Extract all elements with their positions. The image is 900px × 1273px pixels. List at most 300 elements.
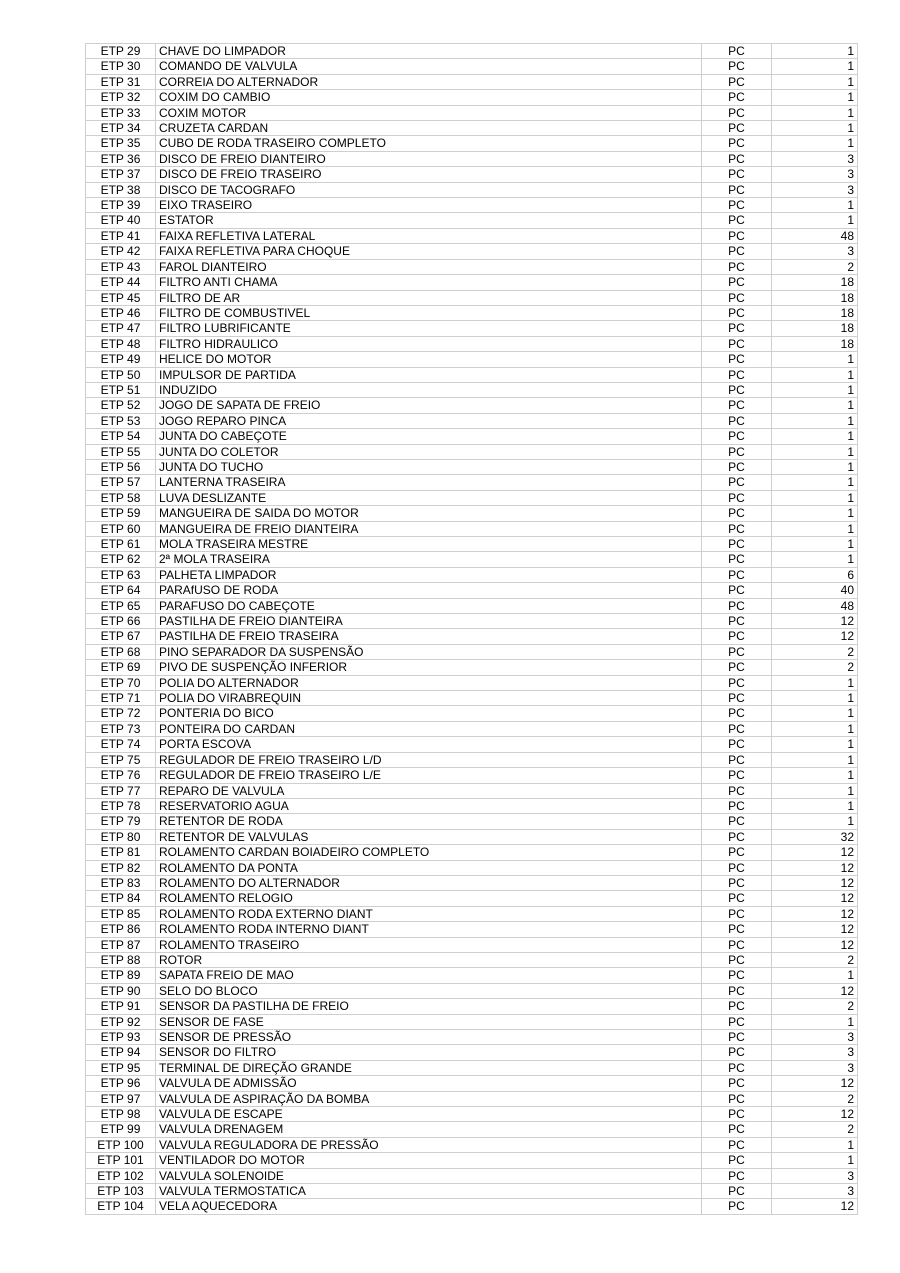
table-row	[86, 798, 858, 813]
item-description-cell: ROTOR	[156, 952, 702, 967]
item-code-cell: ETP 98	[86, 1107, 156, 1122]
item-description-cell: ESTATOR	[156, 213, 702, 228]
table-row	[86, 151, 858, 166]
item-description-cell: PORTA ESCOVA	[156, 737, 702, 752]
item-quantity-cell: 1	[772, 444, 858, 459]
item-code-cell: ETP 87	[86, 937, 156, 952]
item-unit-cell: PC	[702, 167, 772, 182]
item-code-cell: ETP 96	[86, 1076, 156, 1091]
item-description-cell: HELICE DO MOTOR	[156, 352, 702, 367]
item-unit-cell: PC	[702, 829, 772, 844]
item-description-cell: ROLAMENTO RODA EXTERNO DIANT	[156, 906, 702, 921]
item-description-cell: REPARO DE VALVULA	[156, 783, 702, 798]
table-row	[86, 768, 858, 783]
table-row	[86, 567, 858, 582]
item-code-cell: ETP 67	[86, 629, 156, 644]
item-description-cell: TERMINAL DE DIREÇÃO GRANDE	[156, 1060, 702, 1075]
item-quantity-cell: 2	[772, 999, 858, 1014]
table-row	[86, 459, 858, 474]
item-quantity-cell: 1	[772, 382, 858, 397]
item-unit-cell: PC	[702, 983, 772, 998]
item-unit-cell: PC	[702, 999, 772, 1014]
item-code-cell: ETP 88	[86, 952, 156, 967]
item-unit-cell: PC	[702, 1091, 772, 1106]
item-quantity-cell: 1	[772, 798, 858, 813]
item-code-cell: ETP 84	[86, 891, 156, 906]
item-code-cell: ETP 79	[86, 814, 156, 829]
item-code-cell: ETP 32	[86, 90, 156, 105]
item-code-cell: ETP 71	[86, 691, 156, 706]
item-code-cell: ETP 37	[86, 167, 156, 182]
item-description-cell: POLIA DO ALTERNADOR	[156, 675, 702, 690]
table-row	[86, 1107, 858, 1122]
item-unit-cell: PC	[702, 429, 772, 444]
item-description-cell: RETENTOR DE VALVULAS	[156, 829, 702, 844]
item-quantity-cell: 2	[772, 259, 858, 274]
item-quantity-cell: 18	[772, 336, 858, 351]
item-description-cell: CHAVE DO LIMPADOR	[156, 44, 702, 59]
item-description-cell: LANTERNA TRASEIRA	[156, 475, 702, 490]
item-unit-cell: PC	[702, 1076, 772, 1091]
item-description-cell: FAIXA REFLETIVA PARA CHOQUE	[156, 244, 702, 259]
item-unit-cell: PC	[702, 706, 772, 721]
item-code-cell: ETP 76	[86, 768, 156, 783]
table-row	[86, 752, 858, 767]
item-quantity-cell: 32	[772, 829, 858, 844]
item-code-cell: ETP 48	[86, 336, 156, 351]
item-code-cell: ETP 99	[86, 1122, 156, 1137]
item-quantity-cell: 1	[772, 814, 858, 829]
item-description-cell: MANGUEIRA DE FREIO DIANTEIRA	[156, 521, 702, 536]
item-code-cell: ETP 51	[86, 382, 156, 397]
item-code-cell: ETP 45	[86, 290, 156, 305]
table-row	[86, 44, 858, 59]
item-unit-cell: PC	[702, 583, 772, 598]
item-code-cell: ETP 95	[86, 1060, 156, 1075]
item-unit-cell: PC	[702, 59, 772, 74]
item-unit-cell: PC	[702, 968, 772, 983]
item-code-cell: ETP 43	[86, 259, 156, 274]
item-unit-cell: PC	[702, 413, 772, 428]
table-row	[86, 275, 858, 290]
table-row	[86, 244, 858, 259]
item-code-cell: ETP 31	[86, 74, 156, 89]
table-row	[86, 1184, 858, 1199]
item-description-cell: MOLA TRASEIRA MESTRE	[156, 537, 702, 552]
item-code-cell: ETP 57	[86, 475, 156, 490]
item-unit-cell: PC	[702, 506, 772, 521]
item-quantity-cell: 12	[772, 891, 858, 906]
item-quantity-cell: 2	[772, 644, 858, 659]
item-description-cell: ROLAMENTO RELOGIO	[156, 891, 702, 906]
item-unit-cell: PC	[702, 305, 772, 320]
item-quantity-cell: 12	[772, 860, 858, 875]
item-code-cell: ETP 80	[86, 829, 156, 844]
item-quantity-cell: 1	[772, 552, 858, 567]
item-quantity-cell: 18	[772, 321, 858, 336]
table-row	[86, 537, 858, 552]
table-row	[86, 198, 858, 213]
item-code-cell: ETP 85	[86, 906, 156, 921]
item-code-cell: ETP 40	[86, 213, 156, 228]
item-code-cell: ETP 74	[86, 737, 156, 752]
item-description-cell: SENSOR DE PRESSÃO	[156, 1030, 702, 1045]
table-row	[86, 814, 858, 829]
table-row	[86, 691, 858, 706]
table-row	[86, 675, 858, 690]
table-row	[86, 660, 858, 675]
item-code-cell: ETP 41	[86, 228, 156, 243]
item-quantity-cell: 3	[772, 1168, 858, 1183]
table-row	[86, 352, 858, 367]
table-row	[86, 521, 858, 536]
item-code-cell: ETP 104	[86, 1199, 156, 1214]
item-code-cell: ETP 53	[86, 413, 156, 428]
item-code-cell: ETP 49	[86, 352, 156, 367]
item-description-cell: JUNTA DO TUCHO	[156, 459, 702, 474]
item-description-cell: VENTILADOR DO MOTOR	[156, 1153, 702, 1168]
item-code-cell: ETP 78	[86, 798, 156, 813]
item-description-cell: VELA AQUECEDORA	[156, 1199, 702, 1214]
item-code-cell: ETP 47	[86, 321, 156, 336]
item-code-cell: ETP 38	[86, 182, 156, 197]
item-description-cell: PINO SEPARADOR DA SUSPENSÃO	[156, 644, 702, 659]
table-row	[86, 845, 858, 860]
item-quantity-cell: 3	[772, 151, 858, 166]
item-code-cell: ETP 33	[86, 105, 156, 120]
item-quantity-cell: 1	[772, 136, 858, 151]
parts-table-body	[86, 44, 858, 1215]
item-description-cell: MANGUEIRA DE SAIDA DO MOTOR	[156, 506, 702, 521]
item-code-cell: ETP 63	[86, 567, 156, 582]
item-code-cell: ETP 34	[86, 121, 156, 136]
item-description-cell: DISCO DE FREIO DIANTEIRO	[156, 151, 702, 166]
item-quantity-cell: 3	[772, 182, 858, 197]
item-code-cell: ETP 86	[86, 922, 156, 937]
item-description-cell: PONTERIA DO BICO	[156, 706, 702, 721]
item-quantity-cell: 1	[772, 737, 858, 752]
item-quantity-cell: 1	[772, 521, 858, 536]
table-row	[86, 382, 858, 397]
item-quantity-cell: 18	[772, 305, 858, 320]
item-unit-cell: PC	[702, 213, 772, 228]
item-quantity-cell: 1	[772, 968, 858, 983]
table-row	[86, 74, 858, 89]
item-unit-cell: PC	[702, 90, 772, 105]
item-unit-cell: PC	[702, 490, 772, 505]
item-quantity-cell: 3	[772, 244, 858, 259]
item-code-cell: ETP 54	[86, 429, 156, 444]
item-description-cell: EIXO TRASEIRO	[156, 198, 702, 213]
item-unit-cell: PC	[702, 567, 772, 582]
item-code-cell: ETP 35	[86, 136, 156, 151]
item-code-cell: ETP 83	[86, 875, 156, 890]
item-code-cell: ETP 52	[86, 398, 156, 413]
item-quantity-cell: 2	[772, 1091, 858, 1106]
table-row	[86, 182, 858, 197]
item-unit-cell: PC	[702, 382, 772, 397]
item-unit-cell: PC	[702, 721, 772, 736]
table-row	[86, 983, 858, 998]
item-description-cell: IMPULSOR DE PARTIDA	[156, 367, 702, 382]
item-code-cell: ETP 66	[86, 614, 156, 629]
item-unit-cell: PC	[702, 644, 772, 659]
item-quantity-cell: 3	[772, 1184, 858, 1199]
item-quantity-cell: 18	[772, 290, 858, 305]
table-row	[86, 305, 858, 320]
item-unit-cell: PC	[702, 783, 772, 798]
item-description-cell: COMANDO DE VALVULA	[156, 59, 702, 74]
item-code-cell: ETP 103	[86, 1184, 156, 1199]
item-quantity-cell: 1	[772, 506, 858, 521]
item-unit-cell: PC	[702, 259, 772, 274]
item-code-cell: ETP 91	[86, 999, 156, 1014]
item-unit-cell: PC	[702, 675, 772, 690]
table-row	[86, 737, 858, 752]
item-code-cell: ETP 93	[86, 1030, 156, 1045]
table-row	[86, 1122, 858, 1137]
item-code-cell: ETP 89	[86, 968, 156, 983]
table-row	[86, 721, 858, 736]
table-row	[86, 1153, 858, 1168]
item-description-cell: FILTRO ANTI CHAMA	[156, 275, 702, 290]
item-quantity-cell: 1	[772, 475, 858, 490]
item-unit-cell: PC	[702, 1014, 772, 1029]
table-row	[86, 1137, 858, 1152]
item-quantity-cell: 48	[772, 228, 858, 243]
item-code-cell: ETP 101	[86, 1153, 156, 1168]
item-code-cell: ETP 62	[86, 552, 156, 567]
table-row	[86, 629, 858, 644]
item-unit-cell: PC	[702, 906, 772, 921]
item-description-cell: VALVULA TERMOSTATICA	[156, 1184, 702, 1199]
table-row	[86, 290, 858, 305]
item-unit-cell: PC	[702, 1122, 772, 1137]
item-unit-cell: PC	[702, 290, 772, 305]
item-unit-cell: PC	[702, 1184, 772, 1199]
item-description-cell: SENSOR DE FASE	[156, 1014, 702, 1029]
item-unit-cell: PC	[702, 74, 772, 89]
item-code-cell: ETP 42	[86, 244, 156, 259]
item-code-cell: ETP 56	[86, 459, 156, 474]
item-unit-cell: PC	[702, 1137, 772, 1152]
item-unit-cell: PC	[702, 875, 772, 890]
item-description-cell: ROLAMENTO TRASEIRO	[156, 937, 702, 952]
table-row	[86, 367, 858, 382]
item-unit-cell: PC	[702, 752, 772, 767]
item-unit-cell: PC	[702, 151, 772, 166]
table-row	[86, 614, 858, 629]
item-unit-cell: PC	[702, 1168, 772, 1183]
item-code-cell: ETP 90	[86, 983, 156, 998]
item-quantity-cell: 1	[772, 74, 858, 89]
table-row	[86, 860, 858, 875]
item-unit-cell: PC	[702, 521, 772, 536]
item-quantity-cell: 1	[772, 768, 858, 783]
table-row	[86, 706, 858, 721]
table-row	[86, 475, 858, 490]
table-row	[86, 1060, 858, 1075]
table-row	[86, 875, 858, 890]
item-description-cell: CRUZETA CARDAN	[156, 121, 702, 136]
item-description-cell: PASTILHA DE FREIO TRASEIRA	[156, 629, 702, 644]
table-row	[86, 1014, 858, 1029]
item-code-cell: ETP 29	[86, 44, 156, 59]
table-row	[86, 583, 858, 598]
item-quantity-cell: 48	[772, 598, 858, 613]
item-unit-cell: PC	[702, 459, 772, 474]
parts-table	[85, 43, 858, 1215]
table-row	[86, 167, 858, 182]
item-unit-cell: PC	[702, 1030, 772, 1045]
item-unit-cell: PC	[702, 105, 772, 120]
item-unit-cell: PC	[702, 629, 772, 644]
item-quantity-cell: 2	[772, 660, 858, 675]
item-unit-cell: PC	[702, 798, 772, 813]
item-quantity-cell: 1	[772, 413, 858, 428]
item-code-cell: ETP 59	[86, 506, 156, 521]
item-quantity-cell: 40	[772, 583, 858, 598]
item-quantity-cell: 3	[772, 1060, 858, 1075]
item-description-cell: JUNTA DO CABEÇOTE	[156, 429, 702, 444]
item-description-cell: INDUZIDO	[156, 382, 702, 397]
item-unit-cell: PC	[702, 444, 772, 459]
item-description-cell: DISCO DE FREIO TRASEIRO	[156, 167, 702, 182]
table-row	[86, 105, 858, 120]
item-code-cell: ETP 60	[86, 521, 156, 536]
item-unit-cell: PC	[702, 367, 772, 382]
item-quantity-cell: 2	[772, 1122, 858, 1137]
item-code-cell: ETP 64	[86, 583, 156, 598]
item-code-cell: ETP 72	[86, 706, 156, 721]
item-quantity-cell: 1	[772, 1137, 858, 1152]
item-quantity-cell: 12	[772, 906, 858, 921]
item-unit-cell: PC	[702, 814, 772, 829]
item-quantity-cell: 12	[772, 1076, 858, 1091]
item-code-cell: ETP 58	[86, 490, 156, 505]
item-unit-cell: PC	[702, 352, 772, 367]
item-description-cell: PIVO DE SUSPENÇÃO INFERIOR	[156, 660, 702, 675]
item-unit-cell: PC	[702, 1199, 772, 1214]
item-code-cell: ETP 65	[86, 598, 156, 613]
item-unit-cell: PC	[702, 275, 772, 290]
item-description-cell: PASTILHA DE FREIO DIANTEIRA	[156, 614, 702, 629]
table-row	[86, 644, 858, 659]
item-quantity-cell: 12	[772, 1199, 858, 1214]
item-code-cell: ETP 30	[86, 59, 156, 74]
item-description-cell: RETENTOR DE RODA	[156, 814, 702, 829]
item-unit-cell: PC	[702, 598, 772, 613]
item-quantity-cell: 1	[772, 537, 858, 552]
item-quantity-cell: 1	[772, 459, 858, 474]
item-description-cell: REGULADOR DE FREIO TRASEIRO L/D	[156, 752, 702, 767]
item-quantity-cell: 12	[772, 875, 858, 890]
table-row	[86, 829, 858, 844]
item-quantity-cell: 1	[772, 675, 858, 690]
item-description-cell: ROLAMENTO CARDAN BOIADEIRO COMPLETO	[156, 845, 702, 860]
table-row	[86, 1091, 858, 1106]
item-code-cell: ETP 46	[86, 305, 156, 320]
item-description-cell: 2ª MOLA TRASEIRA	[156, 552, 702, 567]
table-row	[86, 1076, 858, 1091]
item-unit-cell: PC	[702, 398, 772, 413]
item-code-cell: ETP 50	[86, 367, 156, 382]
item-quantity-cell: 1	[772, 1014, 858, 1029]
item-unit-cell: PC	[702, 552, 772, 567]
item-quantity-cell: 12	[772, 937, 858, 952]
item-code-cell: ETP 36	[86, 151, 156, 166]
item-code-cell: ETP 82	[86, 860, 156, 875]
item-code-cell: ETP 73	[86, 721, 156, 736]
item-code-cell: ETP 77	[86, 783, 156, 798]
item-code-cell: ETP 100	[86, 1137, 156, 1152]
item-quantity-cell: 1	[772, 105, 858, 120]
item-unit-cell: PC	[702, 737, 772, 752]
item-description-cell: PALHETA LIMPADOR	[156, 567, 702, 582]
item-description-cell: SAPATA FREIO DE MAO	[156, 968, 702, 983]
item-code-cell: ETP 55	[86, 444, 156, 459]
item-unit-cell: PC	[702, 1060, 772, 1075]
item-unit-cell: PC	[702, 691, 772, 706]
item-quantity-cell: 1	[772, 213, 858, 228]
item-quantity-cell: 12	[772, 845, 858, 860]
item-code-cell: ETP 39	[86, 198, 156, 213]
item-quantity-cell: 1	[772, 352, 858, 367]
item-unit-cell: PC	[702, 768, 772, 783]
item-unit-cell: PC	[702, 937, 772, 952]
item-quantity-cell: 1	[772, 1153, 858, 1168]
item-description-cell: COXIM MOTOR	[156, 105, 702, 120]
item-description-cell: ROLAMENTO DA PONTA	[156, 860, 702, 875]
item-quantity-cell: 6	[772, 567, 858, 582]
item-quantity-cell: 1	[772, 429, 858, 444]
table-row	[86, 1045, 858, 1060]
table-row	[86, 398, 858, 413]
item-code-cell: ETP 102	[86, 1168, 156, 1183]
item-description-cell: FILTRO LUBRIFICANTE	[156, 321, 702, 336]
item-code-cell: ETP 92	[86, 1014, 156, 1029]
item-description-cell: ROLAMENTO RODA INTERNO DIANT	[156, 922, 702, 937]
item-description-cell: VALVULA DE ADMISSÃO	[156, 1076, 702, 1091]
item-description-cell: REGULADOR DE FREIO TRASEIRO L/E	[156, 768, 702, 783]
table-row	[86, 490, 858, 505]
item-unit-cell: PC	[702, 228, 772, 243]
item-description-cell: RESERVATORIO AGUA	[156, 798, 702, 813]
item-description-cell: JUNTA DO COLETOR	[156, 444, 702, 459]
table-row	[86, 552, 858, 567]
table-row	[86, 90, 858, 105]
item-description-cell: JOGO REPARO PINCA	[156, 413, 702, 428]
item-description-cell: CORREIA DO ALTERNADOR	[156, 74, 702, 89]
item-unit-cell: PC	[702, 614, 772, 629]
item-description-cell: VALVULA DRENAGEM	[156, 1122, 702, 1137]
item-code-cell: ETP 94	[86, 1045, 156, 1060]
item-description-cell: FAIXA REFLETIVA LATERAL	[156, 228, 702, 243]
item-unit-cell: PC	[702, 244, 772, 259]
item-description-cell: VALVULA DE ESCAPE	[156, 1107, 702, 1122]
item-quantity-cell: 1	[772, 44, 858, 59]
item-quantity-cell: 1	[772, 490, 858, 505]
item-unit-cell: PC	[702, 537, 772, 552]
table-row	[86, 906, 858, 921]
item-description-cell: SELO DO BLOCO	[156, 983, 702, 998]
item-description-cell: COXIM DO CAMBIO	[156, 90, 702, 105]
table-row	[86, 213, 858, 228]
item-description-cell: SENSOR DA PASTILHA DE FREIO	[156, 999, 702, 1014]
item-unit-cell: PC	[702, 121, 772, 136]
item-description-cell: CUBO DE RODA TRASEIRO COMPLETO	[156, 136, 702, 151]
item-quantity-cell: 1	[772, 367, 858, 382]
